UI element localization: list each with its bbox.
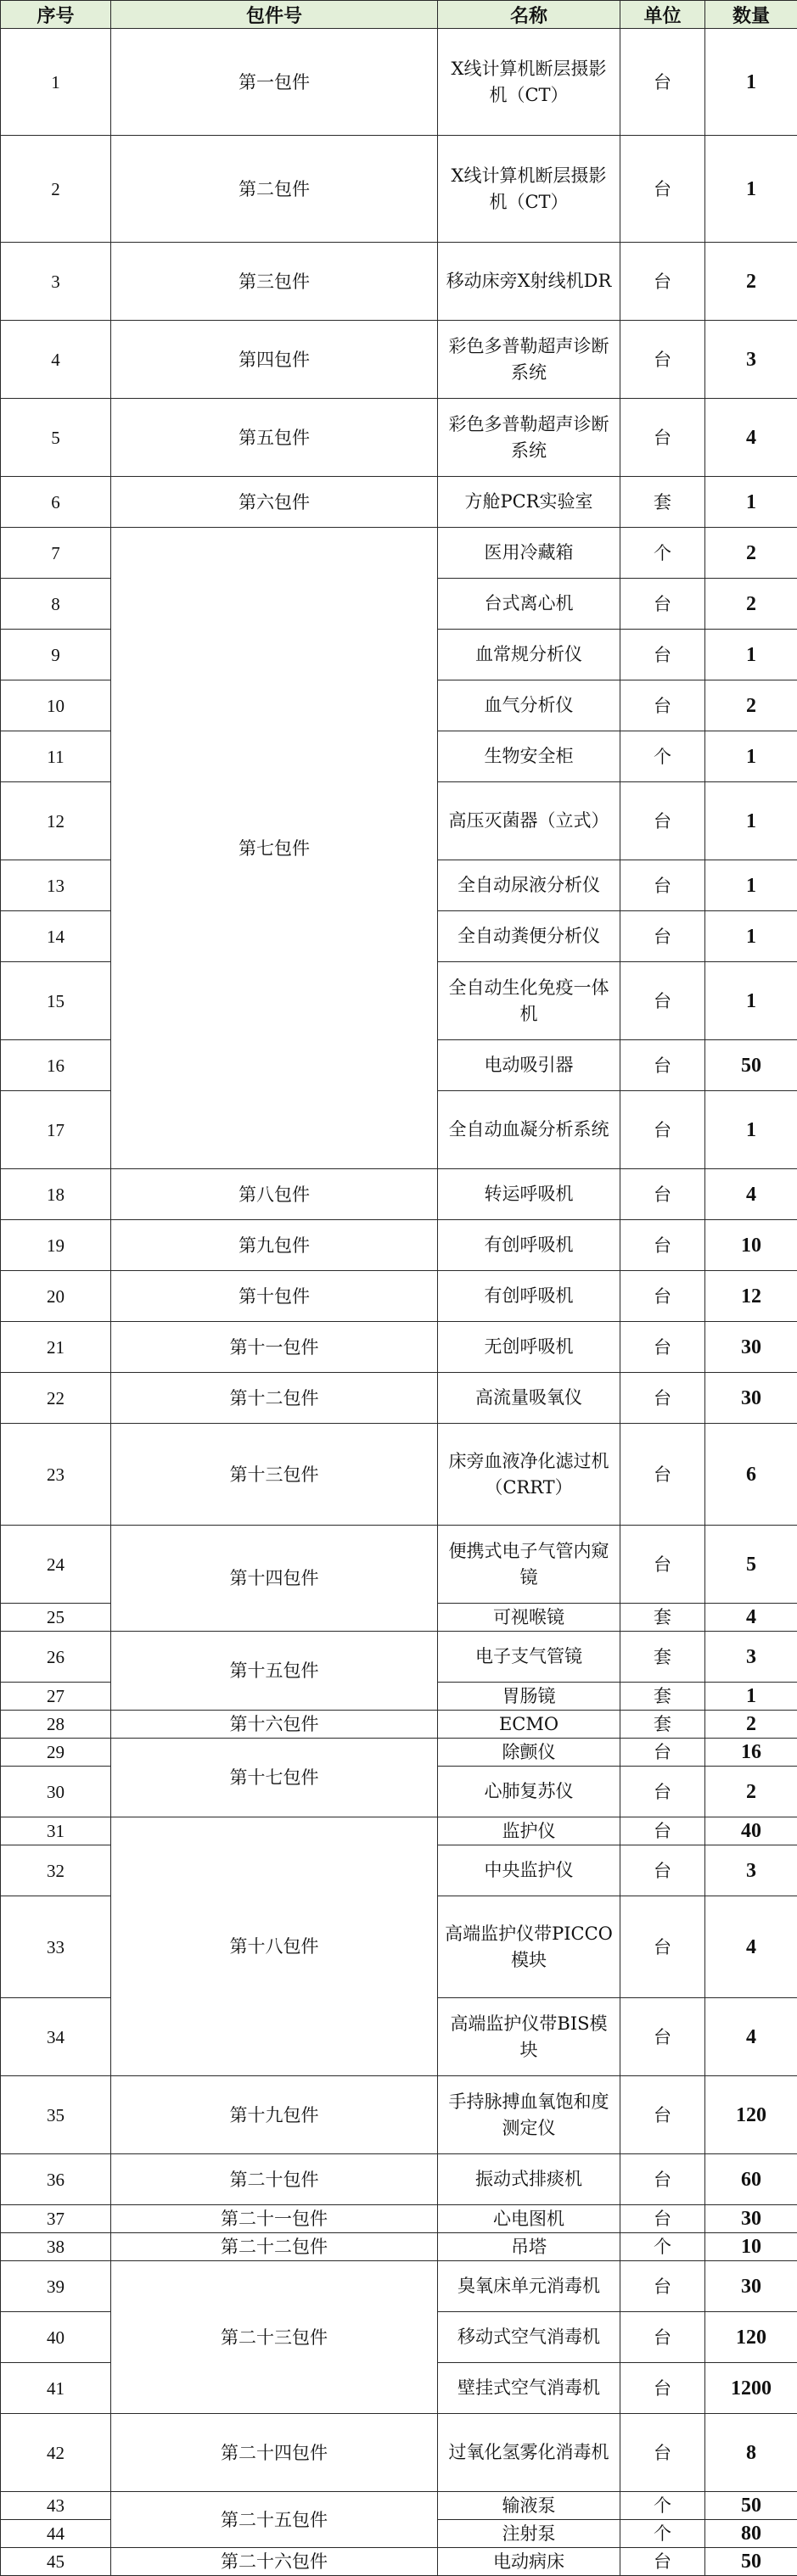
cell-name (438, 1220, 620, 1271)
cell-quantity: 30 (705, 2261, 797, 2312)
cell-package: 第二十一包件 (111, 2205, 438, 2233)
cell-name (438, 136, 620, 243)
cell-unit: 台 (620, 29, 705, 136)
cell-package: 第二十六包件 (111, 2548, 438, 2576)
cell-quantity: 1 (705, 136, 797, 243)
cell-unit: 个 (620, 2233, 705, 2261)
cell-name (438, 1322, 620, 1373)
cell-seq: 33 (1, 1896, 111, 1998)
cell-seq: 40 (1, 2312, 111, 2363)
cell-unit: 台 (620, 962, 705, 1040)
header-seq: 序号 (1, 1, 111, 29)
cell-name (438, 911, 620, 962)
cell-quantity: 3 (705, 1632, 797, 1683)
cell-package: 第二十三包件 (111, 2261, 438, 2414)
cell-package: 第十二包件 (111, 1373, 438, 1424)
cell-package: 第二包件 (111, 136, 438, 243)
cell-name-text: 电动病床 (493, 2549, 564, 2575)
cell-name-text: 全自动生化免疫一体机 (444, 975, 614, 1028)
cell-quantity: 50 (705, 1040, 797, 1091)
table-row (1, 2205, 797, 2233)
cell-name (438, 243, 620, 321)
cell-name (438, 29, 620, 136)
cell-name (438, 2233, 620, 2261)
table-row (1, 1424, 797, 1526)
table-row (1, 477, 797, 528)
cell-seq: 24 (1, 1526, 111, 1604)
table-row (1, 1739, 797, 1767)
cell-name (438, 2492, 620, 2520)
cell-name-text: 壁挂式空气消毒机 (457, 2375, 600, 2401)
cell-unit: 台 (620, 1040, 705, 1091)
cell-seq: 32 (1, 1845, 111, 1896)
cell-name-text: 彩色多普勒超声诊断系统 (444, 412, 614, 464)
cell-name (438, 2261, 620, 2312)
cell-unit: 套 (620, 477, 705, 528)
cell-unit: 台 (620, 579, 705, 630)
cell-quantity: 1200 (705, 2363, 797, 2414)
cell-unit: 台 (620, 860, 705, 911)
cell-name (438, 2205, 620, 2233)
cell-name (438, 1817, 620, 1845)
cell-unit: 个 (620, 2520, 705, 2548)
cell-package: 第十一包件 (111, 1322, 438, 1373)
cell-quantity: 4 (705, 1604, 797, 1632)
cell-seq: 43 (1, 2492, 111, 2520)
cell-quantity: 1 (705, 29, 797, 136)
table-row (1, 1817, 797, 1845)
table-row (1, 1711, 797, 1739)
cell-seq: 36 (1, 2154, 111, 2205)
cell-quantity: 120 (705, 2312, 797, 2363)
cell-name-text: 注射泵 (502, 2521, 556, 2547)
table-row (1, 2414, 797, 2492)
cell-quantity: 50 (705, 2492, 797, 2520)
table-row (1, 1373, 797, 1424)
table-row (1, 1220, 797, 1271)
cell-seq: 5 (1, 399, 111, 477)
cell-quantity: 30 (705, 2205, 797, 2233)
cell-unit: 台 (620, 2414, 705, 2492)
cell-name (438, 1845, 620, 1896)
cell-name (438, 1739, 620, 1767)
cell-package: 第六包件 (111, 477, 438, 528)
cell-seq: 17 (1, 1091, 111, 1169)
cell-unit: 台 (620, 243, 705, 321)
cell-quantity: 4 (705, 1998, 797, 2076)
table-row (1, 1632, 797, 1683)
cell-package: 第十五包件 (111, 1632, 438, 1711)
cell-name-text: ECMO (499, 1711, 558, 1738)
cell-package: 第二十二包件 (111, 2233, 438, 2261)
cell-unit: 台 (620, 1817, 705, 1845)
cell-name-text: 心肺复苏仪 (485, 1778, 574, 1805)
table-row (1, 2233, 797, 2261)
cell-package: 第十六包件 (111, 1711, 438, 1739)
cell-name (438, 1683, 620, 1711)
cell-seq: 39 (1, 2261, 111, 2312)
cell-seq: 20 (1, 1271, 111, 1322)
cell-name (438, 2312, 620, 2363)
cell-name-text: 全自动粪便分析仪 (457, 923, 600, 949)
cell-unit: 台 (620, 630, 705, 680)
cell-quantity: 2 (705, 243, 797, 321)
cell-unit: 台 (620, 2312, 705, 2363)
cell-package: 第十九包件 (111, 2076, 438, 2154)
cell-package: 第十七包件 (111, 1739, 438, 1817)
table-row (1, 243, 797, 321)
cell-package: 第三包件 (111, 243, 438, 321)
cell-package: 第九包件 (111, 1220, 438, 1271)
cell-package: 第二十包件 (111, 2154, 438, 2205)
cell-seq: 18 (1, 1169, 111, 1220)
cell-package: 第四包件 (111, 321, 438, 399)
cell-quantity: 2 (705, 1767, 797, 1817)
cell-name (438, 1169, 620, 1220)
cell-name (438, 630, 620, 680)
cell-name-text: 电子支气管镜 (475, 1644, 582, 1670)
cell-seq: 1 (1, 29, 111, 136)
cell-name-text: 中央监护仪 (485, 1857, 574, 1884)
cell-quantity: 4 (705, 399, 797, 477)
cell-unit: 台 (620, 399, 705, 477)
cell-package: 第二十四包件 (111, 2414, 438, 2492)
cell-name-text: 臭氧床单元消毒机 (457, 2273, 600, 2299)
cell-quantity: 40 (705, 1817, 797, 1845)
cell-seq: 31 (1, 1817, 111, 1845)
cell-unit: 台 (620, 321, 705, 399)
cell-quantity: 120 (705, 2076, 797, 2154)
cell-seq: 29 (1, 1739, 111, 1767)
cell-name (438, 399, 620, 477)
cell-quantity: 4 (705, 1896, 797, 1998)
table-row (1, 2548, 797, 2576)
cell-name (438, 2154, 620, 2205)
cell-seq: 45 (1, 2548, 111, 2576)
cell-quantity: 1 (705, 782, 797, 860)
cell-seq: 28 (1, 1711, 111, 1739)
cell-name (438, 1373, 620, 1424)
cell-seq: 30 (1, 1767, 111, 1817)
cell-unit: 台 (620, 1091, 705, 1169)
table-row (1, 2154, 797, 2205)
cell-quantity: 10 (705, 1220, 797, 1271)
cell-seq: 9 (1, 630, 111, 680)
cell-name (438, 1526, 620, 1604)
cell-name-text: 血常规分析仪 (475, 641, 582, 668)
cell-seq: 19 (1, 1220, 111, 1271)
cell-package: 第十八包件 (111, 1817, 438, 2076)
cell-name-text: 过氧化氢雾化消毒机 (449, 2439, 609, 2466)
cell-unit: 台 (620, 2548, 705, 2576)
cell-name-text: 全自动尿液分析仪 (457, 872, 600, 899)
cell-name-text: 医用冷藏箱 (485, 540, 574, 566)
cell-name-text: 彩色多普勒超声诊断系统 (444, 333, 614, 386)
cell-package: 第七包件 (111, 528, 438, 1169)
cell-name (438, 1604, 620, 1632)
cell-quantity: 2 (705, 680, 797, 731)
table-row (1, 2261, 797, 2312)
cell-quantity: 2 (705, 1711, 797, 1739)
cell-package: 第二十五包件 (111, 2492, 438, 2548)
cell-unit: 台 (620, 1845, 705, 1896)
cell-quantity: 16 (705, 1739, 797, 1767)
cell-package: 第十包件 (111, 1271, 438, 1322)
cell-seq: 14 (1, 911, 111, 962)
cell-unit: 台 (620, 1169, 705, 1220)
cell-name (438, 1424, 620, 1526)
cell-name-text: 有创呼吸机 (485, 1283, 574, 1309)
cell-name (438, 680, 620, 731)
cell-name (438, 528, 620, 579)
cell-name (438, 962, 620, 1040)
cell-unit: 台 (620, 782, 705, 860)
cell-seq: 7 (1, 528, 111, 579)
cell-seq: 2 (1, 136, 111, 243)
cell-quantity: 1 (705, 477, 797, 528)
cell-seq: 10 (1, 680, 111, 731)
cell-quantity: 1 (705, 1091, 797, 1169)
cell-name-text: 血气分析仪 (485, 692, 574, 719)
cell-name (438, 731, 620, 782)
header-quantity: 数量 (705, 1, 797, 29)
table-header-row (1, 1, 797, 29)
cell-seq: 27 (1, 1683, 111, 1711)
cell-unit: 台 (620, 2154, 705, 2205)
cell-name (438, 1632, 620, 1683)
table-row (1, 528, 797, 579)
cell-name (438, 1767, 620, 1817)
cell-name (438, 2520, 620, 2548)
table-row (1, 1322, 797, 1373)
cell-name-text: 可视喉镜 (493, 1604, 564, 1631)
cell-name-text: 输液泵 (502, 2493, 556, 2519)
cell-package: 第十三包件 (111, 1424, 438, 1526)
cell-unit: 台 (620, 2076, 705, 2154)
table-row (1, 399, 797, 477)
cell-unit: 台 (620, 2205, 705, 2233)
cell-name-text: X线计算机断层摄影机（CT） (444, 163, 614, 216)
cell-name (438, 860, 620, 911)
cell-package: 第一包件 (111, 29, 438, 136)
cell-seq: 8 (1, 579, 111, 630)
cell-name (438, 1271, 620, 1322)
cell-name-text: 台式离心机 (485, 591, 574, 617)
cell-name (438, 477, 620, 528)
cell-name (438, 1896, 620, 1998)
cell-name (438, 2363, 620, 2414)
cell-name (438, 2076, 620, 2154)
cell-name (438, 782, 620, 860)
cell-name (438, 1711, 620, 1739)
cell-quantity: 4 (705, 1169, 797, 1220)
cell-name-text: 转运呼吸机 (485, 1181, 574, 1207)
cell-quantity: 1 (705, 860, 797, 911)
cell-name (438, 1091, 620, 1169)
cell-unit: 台 (620, 1896, 705, 1998)
cell-name-text: X线计算机断层摄影机（CT） (444, 56, 614, 109)
cell-quantity: 6 (705, 1424, 797, 1526)
cell-name-text: 方舱PCR实验室 (464, 489, 592, 515)
table-row (1, 2492, 797, 2520)
table-row (1, 321, 797, 399)
cell-unit: 台 (620, 1767, 705, 1817)
cell-name-text: 床旁血液净化滤过机（CRRT） (444, 1448, 614, 1501)
cell-unit: 台 (620, 680, 705, 731)
cell-unit: 台 (620, 2261, 705, 2312)
cell-quantity: 1 (705, 731, 797, 782)
cell-quantity: 30 (705, 1373, 797, 1424)
cell-quantity: 1 (705, 630, 797, 680)
cell-quantity: 80 (705, 2520, 797, 2548)
cell-quantity: 30 (705, 1322, 797, 1373)
cell-name-text: 胃肠镜 (502, 1683, 556, 1710)
cell-seq: 38 (1, 2233, 111, 2261)
cell-unit: 台 (620, 1739, 705, 1767)
cell-unit: 套 (620, 1632, 705, 1683)
cell-seq: 42 (1, 2414, 111, 2492)
cell-quantity: 10 (705, 2233, 797, 2261)
cell-name (438, 579, 620, 630)
cell-seq: 26 (1, 1632, 111, 1683)
cell-seq: 13 (1, 860, 111, 911)
cell-name-text: 电动吸引器 (485, 1052, 574, 1078)
cell-quantity: 1 (705, 911, 797, 962)
cell-quantity: 1 (705, 962, 797, 1040)
cell-name-text: 移动床旁X射线机DR (446, 268, 612, 294)
cell-name (438, 1040, 620, 1091)
cell-quantity: 12 (705, 1271, 797, 1322)
cell-name-text: 手持脉搏血氧饱和度测定仪 (444, 2089, 614, 2142)
table-row (1, 1271, 797, 1322)
cell-unit: 个 (620, 528, 705, 579)
cell-unit: 台 (620, 136, 705, 243)
cell-name-text: 心电图机 (493, 2206, 564, 2232)
cell-seq: 22 (1, 1373, 111, 1424)
table-row (1, 1169, 797, 1220)
cell-unit: 个 (620, 731, 705, 782)
cell-unit: 个 (620, 2492, 705, 2520)
cell-unit: 套 (620, 1711, 705, 1739)
cell-package: 第十四包件 (111, 1526, 438, 1632)
cell-name-text: 移动式空气消毒机 (457, 2324, 600, 2350)
cell-seq: 44 (1, 2520, 111, 2548)
cell-unit: 台 (620, 1526, 705, 1604)
cell-unit: 台 (620, 2363, 705, 2414)
cell-name-text: 便携式电子气管内窥镜 (444, 1538, 614, 1591)
cell-unit: 套 (620, 1604, 705, 1632)
cell-name-text: 高端监护仪带BIS模块 (444, 2011, 614, 2064)
header-unit: 单位 (620, 1, 705, 29)
cell-seq: 16 (1, 1040, 111, 1091)
cell-name-text: 高压灭菌器（立式） (449, 808, 609, 834)
cell-name-text: 无创呼吸机 (485, 1334, 574, 1360)
cell-quantity: 50 (705, 2548, 797, 2576)
cell-seq: 41 (1, 2363, 111, 2414)
table-row (1, 2076, 797, 2154)
cell-quantity: 60 (705, 2154, 797, 2205)
cell-unit: 台 (620, 1373, 705, 1424)
cell-name (438, 1998, 620, 2076)
cell-quantity: 3 (705, 321, 797, 399)
table-row (1, 1526, 797, 1604)
cell-unit: 台 (620, 1998, 705, 2076)
table-body (1, 29, 797, 2576)
cell-package: 第八包件 (111, 1169, 438, 1220)
cell-name-text: 高流量吸氧仪 (475, 1385, 582, 1411)
cell-seq: 35 (1, 2076, 111, 2154)
cell-name-text: 高端监护仪带PICCO模块 (444, 1921, 614, 1974)
cell-package: 第五包件 (111, 399, 438, 477)
cell-name-text: 监护仪 (502, 1818, 556, 1845)
cell-unit: 台 (620, 1220, 705, 1271)
cell-name-text: 振动式排痰机 (475, 2166, 582, 2192)
table-row (1, 29, 797, 136)
cell-name-text: 有创呼吸机 (485, 1232, 574, 1258)
cell-seq: 25 (1, 1604, 111, 1632)
cell-name (438, 2414, 620, 2492)
cell-seq: 37 (1, 2205, 111, 2233)
cell-unit: 台 (620, 1322, 705, 1373)
cell-name-text: 除颤仪 (502, 1739, 556, 1766)
table-row (1, 136, 797, 243)
cell-quantity: 2 (705, 528, 797, 579)
cell-quantity: 2 (705, 579, 797, 630)
cell-name-text: 吊塔 (511, 2234, 547, 2260)
cell-unit: 台 (620, 911, 705, 962)
cell-quantity: 3 (705, 1845, 797, 1896)
cell-unit: 台 (620, 1271, 705, 1322)
cell-seq: 34 (1, 1998, 111, 2076)
cell-seq: 12 (1, 782, 111, 860)
cell-unit: 套 (620, 1683, 705, 1711)
cell-seq: 15 (1, 962, 111, 1040)
cell-unit: 台 (620, 1424, 705, 1526)
cell-seq: 4 (1, 321, 111, 399)
cell-seq: 3 (1, 243, 111, 321)
cell-name-text: 全自动血凝分析系统 (449, 1117, 609, 1143)
header-name: 名称 (438, 1, 620, 29)
cell-quantity: 8 (705, 2414, 797, 2492)
cell-seq: 23 (1, 1424, 111, 1526)
cell-name (438, 2548, 620, 2576)
header-package: 包件号 (111, 1, 438, 29)
cell-name (438, 321, 620, 399)
cell-seq: 11 (1, 731, 111, 782)
cell-name-text: 生物安全柜 (485, 743, 574, 770)
cell-seq: 6 (1, 477, 111, 528)
cell-quantity: 1 (705, 1683, 797, 1711)
cell-quantity: 5 (705, 1526, 797, 1604)
cell-seq: 21 (1, 1322, 111, 1373)
